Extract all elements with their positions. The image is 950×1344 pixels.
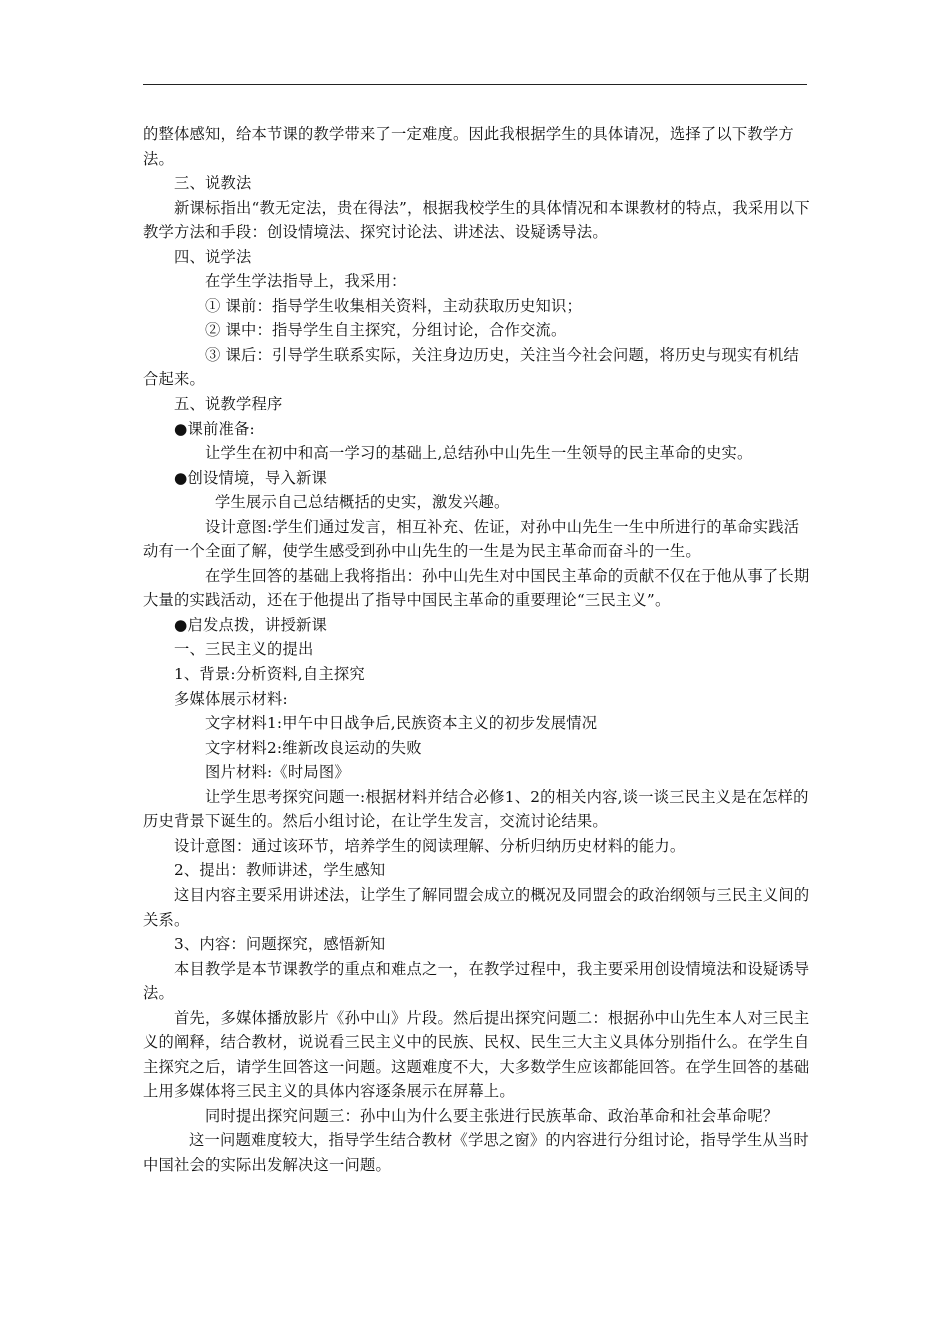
list-item: ③ 课后：引导学生联系实际，关注身边历史，关注当今社会问题，将历史与现实有机结合起来。 [143,345,799,389]
bullet-heading: ●创设情境，导入新课 [174,468,328,487]
paragraph: 让学生思考探究问题一:根据材料并结合必修1、2的相关内容,谈一谈三民主义是在怎样的历史背景下诞生的。然后小组讨论，在让学生发言，交流讨论结果。 [143,787,809,831]
paragraph: 同时提出探究问题三：孙中山为什么要主张进行民族革命、政治革命和社会革命呢？ [205,1106,779,1125]
section-heading-teaching-method: 三、说教法 [174,174,252,193]
header-rule [143,84,807,85]
subsection-heading: 一、三民主义的提出 [174,640,314,659]
list-item: ② 课中：指导学生自主探究，分组讨论，合作交流。 [205,321,567,340]
document-body [143,122,811,1178]
paragraph: 多媒体展示材料: [174,689,288,708]
subsection-heading: 3、内容：问题探究，感悟新知 [174,935,386,954]
section-heading-teaching-procedure: 五、说教学程序 [174,395,283,414]
paragraph: 设计意图:学生们通过发言，相互补充、佐证，对孙中山先生一生中所进行的革命实践活动有一个全面了解，使学生感受到孙中山先生的一生是为民主革命而奋斗的一生。 [143,517,800,561]
paragraph: 首先，多媒体播放影片《孙中山》片段。然后提出探究问题二：根据孙中山先生本人对三民主义的阐释，结合教材，说说看三民主义中的民族、民权、民生三大主义具体分别指什么。在学生自主探究之后，请学生回答这一问题。这题难度不大，大多数学生应该都能回答。在学生回答的基础上用多媒体将三民主义的具体内容逐条展示在屏幕上。 [143,1008,810,1101]
paragraph: 本目教学是本节课教学的重点和难点之一，在教学过程中，我主要采用创设情境法和设疑诱导法。 [143,959,810,1003]
bullet-heading: ●启发点拨，讲授新课 [174,615,328,634]
list-item: 文字材料1:甲午中日战争后,民族资本主义的初步发展情况 [205,714,598,733]
paragraph: 的整体感知，给本节课的教学带来了一定难度。因此我根据学生的具体请况，选择了以下教学方法。 [143,125,794,168]
paragraph: 新课标指出“教无定法，贵在得法”，根据我校学生的具体情况和本课教材的特点，我采用以下教学方法和手段：创设情境法、探究讨论法、讲述法、设疑诱导法。 [143,198,810,242]
section-heading-learning-method: 四、说学法 [174,247,252,266]
paragraph: 在学生学法指导上，我采用： [205,272,407,291]
list-item: 图片材料:《时局图》 [205,763,350,782]
paragraph: 这目内容主要采用讲述法，让学生了解同盟会成立的概况及同盟会的政治纲领与三民主义间的关系。 [143,885,810,929]
paragraph: 设计意图：通过该环节，培养学生的阅读理解、分析归纳历史材料的能力。 [174,836,686,855]
paragraph: 让学生在初中和高一学习的基础上,总结孙中山先生一生领导的民主革命的史实。 [205,444,753,463]
list-item: ① 课前：指导学生收集相关资料，主动获取历史知识； [205,296,582,315]
subsection-heading: 2、提出：教师讲述，学生感知 [174,861,386,880]
paragraph: 学生展示自己总结概括的史实，激发兴趣。 [215,493,510,512]
bullet-heading: ●课前准备: [174,419,255,438]
list-item: 文字材料2:维新改良运动的失败 [205,738,422,757]
paragraph: 在学生回答的基础上我将指出：孙中山先生对中国民主革命的贡献不仅在于他从事了长期大量的实践活动，还在于他提出了指导中国民主革命的重要理论“三民主义”。 [143,566,810,610]
paragraph: 这一问题难度较大，指导学生结合教材《学思之窗》的内容进行分组讨论，指导学生从当时中国社会的实际出发解决这一问题。 [143,1131,809,1174]
subsection-heading: 1、背景:分析资料,自主探究 [174,665,365,684]
